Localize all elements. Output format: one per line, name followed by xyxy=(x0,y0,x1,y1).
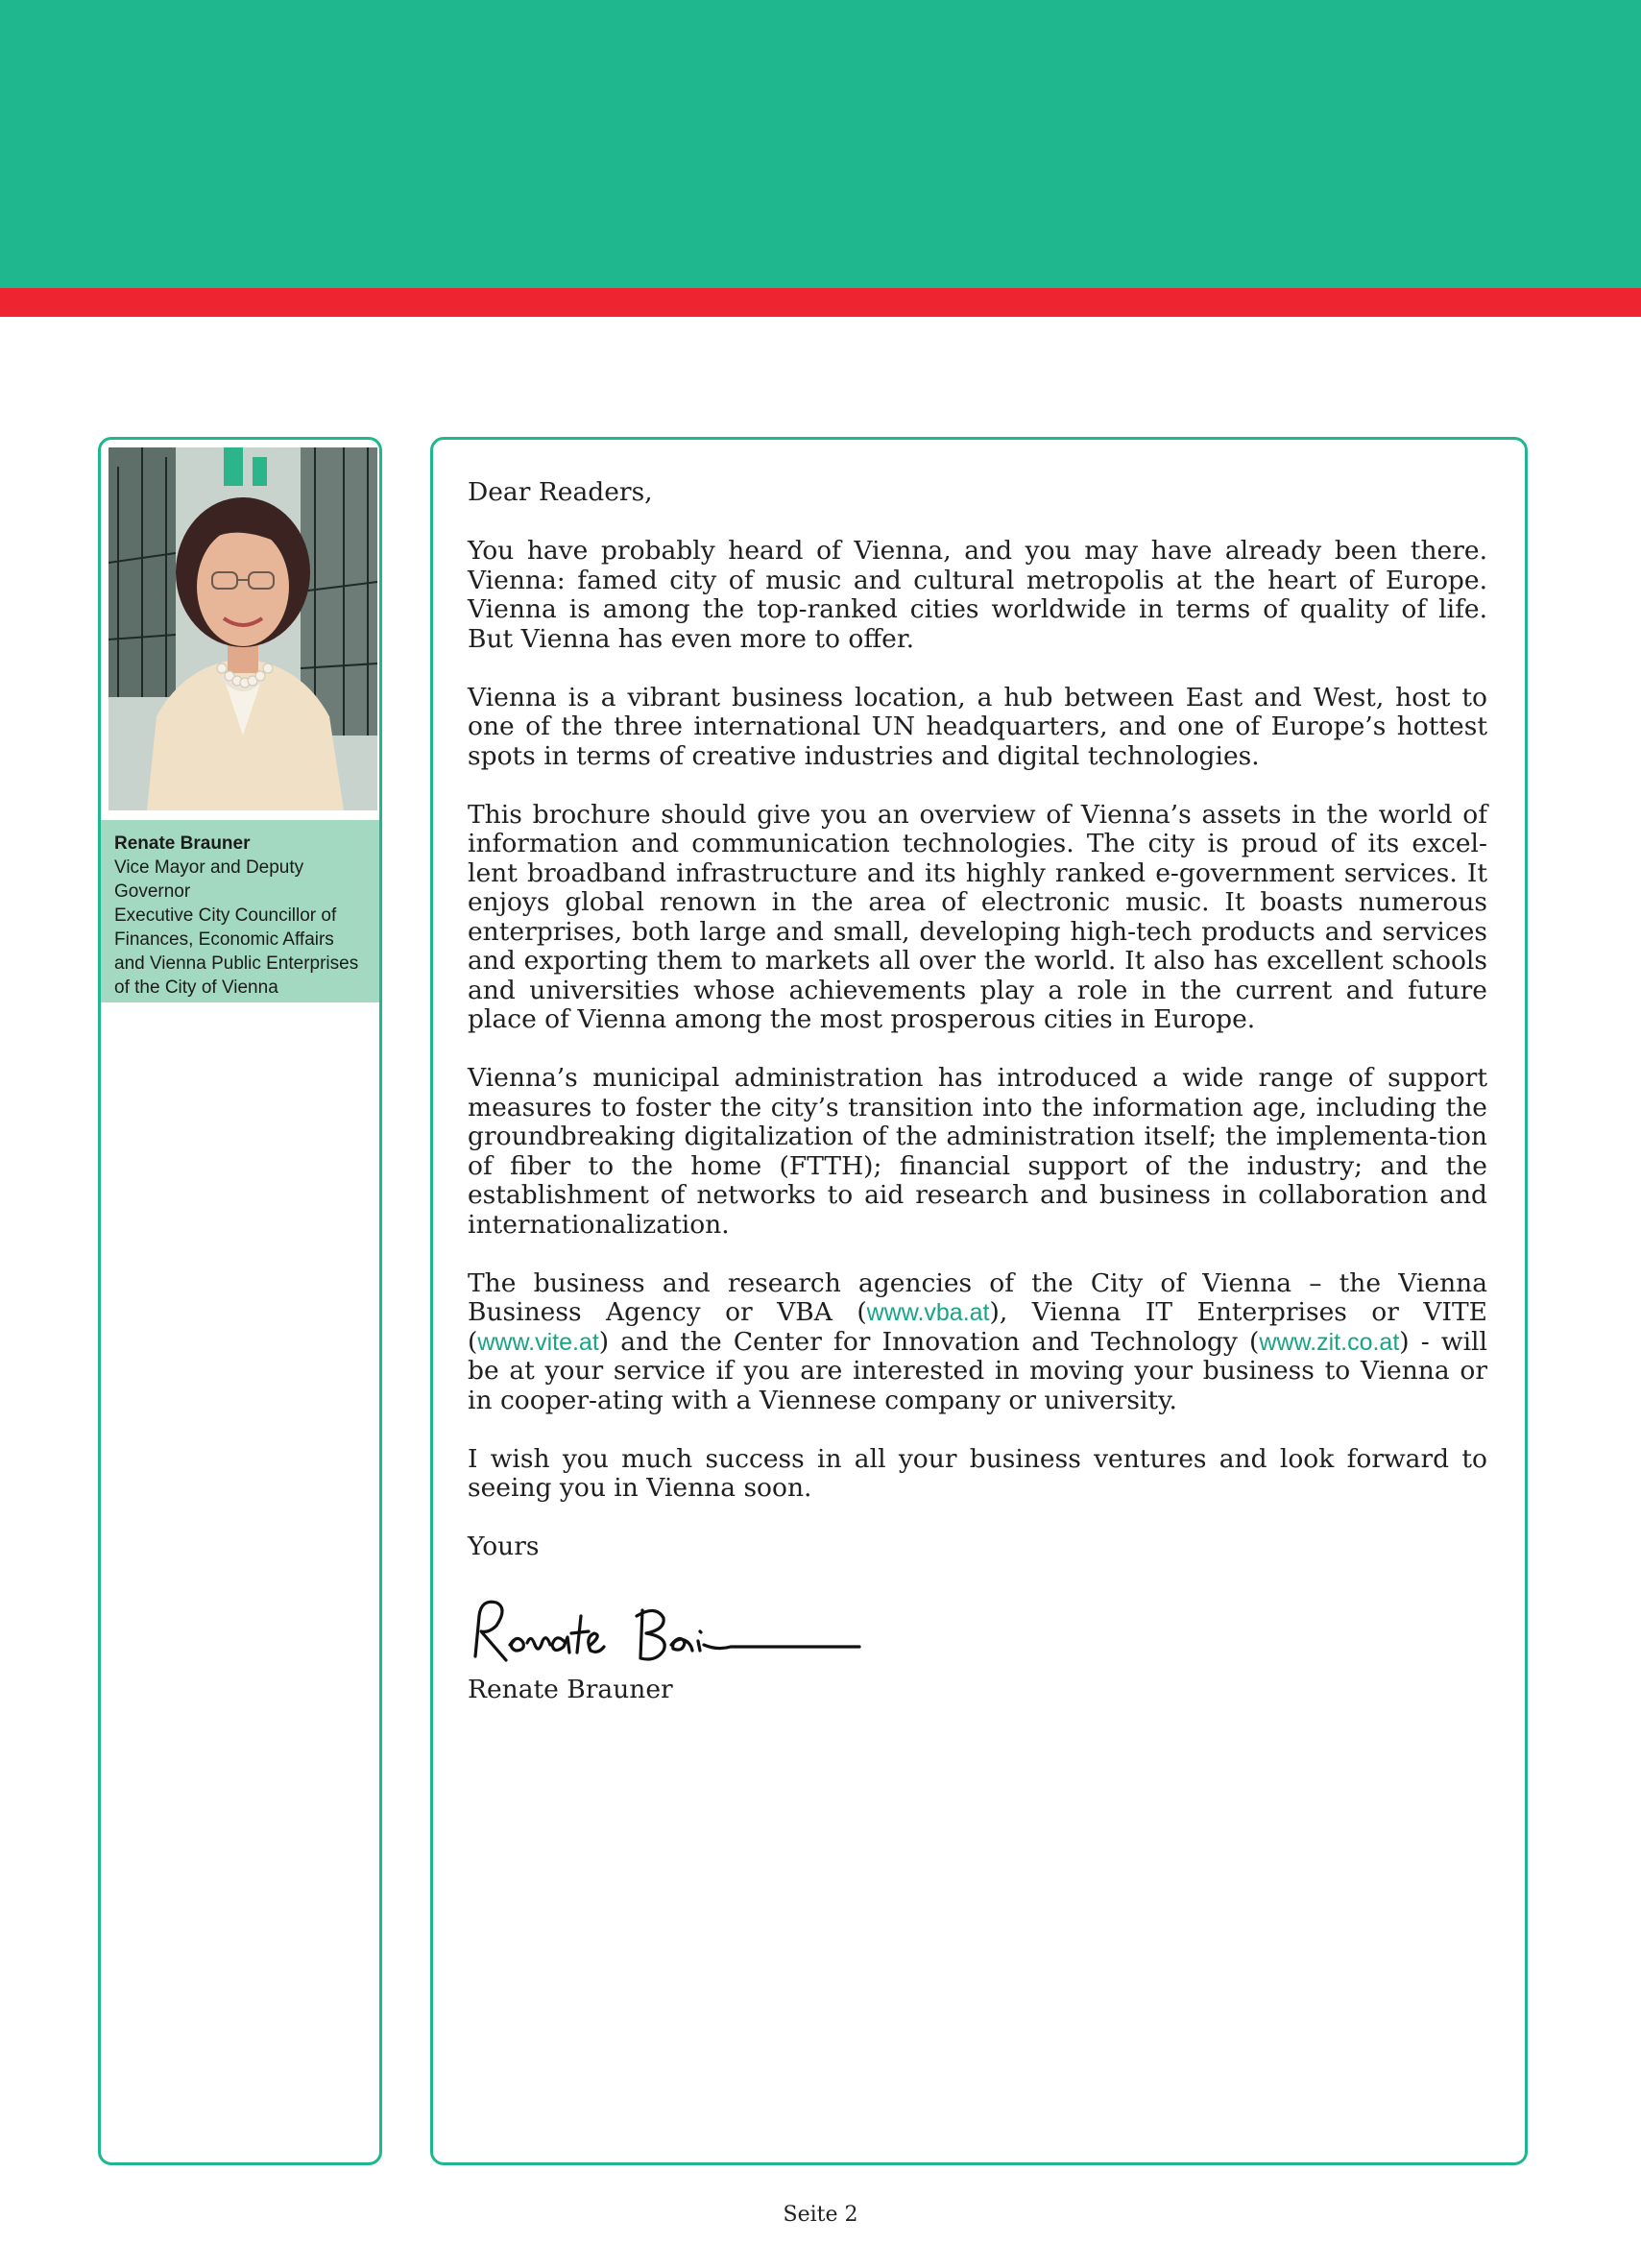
paragraph-intro: You have probably heard of Vienna, and you may have already been there. Vienna: famed city of music and cultural metropolis at the heart of Europe. Vienna is among the top-ranked cities worldwide in terms of quality of life. But Vienna has even more to offer. xyxy=(468,536,1487,654)
profile-title-line: Vice Mayor and Deputy xyxy=(114,857,304,878)
profile-title-line: Finances, Economic Affairs xyxy=(114,929,334,950)
closing: Yours xyxy=(468,1532,540,1561)
signer-name: Renate Brauner xyxy=(468,1675,673,1704)
profile-name: Renate Brauner xyxy=(114,833,251,854)
paragraph-administration: Vienna’s municipal administration has introduced a wide range of support measures to foster the city’s transition into the information age, including the groundbreaking digitalization of the administration itself; the implementa-tion of fiber to the home (FTTH); financial support of the industry; and the establishment of networks to aid research and business in collaboration and internationalization. xyxy=(468,1063,1487,1240)
paragraph-agencies xyxy=(468,1269,1487,1416)
signature-image xyxy=(468,1587,871,1676)
paragraph-brochure-overview: This brochure should give you an overview of Vienna’s assets in the world of information and communication technologies. The city is proud of its excel-lent broadband infrastructure and its highly ranked e-government services. It enjoys global renown in the area of electronic music. It boasts numerous enterprises, both large and small, developing high-tech products and services and exporting them to markets all over the world. It also has excellent schools and universities whose achievements play a role in the current and future place of Vienna among the most prosperous cities in Europe. xyxy=(468,799,1487,1034)
zit-link[interactable]: www.zit.co.at xyxy=(1259,1328,1400,1356)
profile-title-line: of the City of Vienna xyxy=(114,977,278,998)
profile-title-line: and Vienna Public Enterprises xyxy=(114,953,359,974)
profile-title-line: Governor xyxy=(114,881,191,902)
agencies-text: ) - will be at your service if you are interested in moving your business to Vienna or in cooper-ating with a Viennese company or university. xyxy=(468,1326,1488,1415)
agencies-text: ) and the Center for Innovation and Technology ( xyxy=(598,1326,1260,1357)
profile-caption xyxy=(101,820,379,1002)
letter-body xyxy=(468,478,1487,1734)
vba-link[interactable]: www.vba.at xyxy=(866,1299,990,1326)
paragraph-closing-wish: I wish you much success in all your business ventures and look forward to seeing you in Vienna soon. xyxy=(468,1443,1487,1503)
paragraph-business-location: Vienna is a vibrant business location, a hub between East and West, host to one of the three international UN headquarters, and one of Europe’s hottest spots in terms of creative industries and digital technologies. xyxy=(468,682,1487,771)
portrait-photo xyxy=(109,447,377,810)
page-number: Seite 2 xyxy=(783,2203,858,2227)
salutation: Dear Readers, xyxy=(468,477,653,507)
agencies-text: The business and research agencies of the City of Vienna – the Vienna Business Agency or VBA ( xyxy=(468,1267,1487,1327)
profile-panel xyxy=(98,437,382,2165)
agencies-text: ), Vienna IT Enterprises or VITE ( xyxy=(468,1297,1487,1357)
portrait-illustration xyxy=(109,447,377,810)
header-stripe xyxy=(0,288,1641,317)
vite-link[interactable]: www.vite.at xyxy=(477,1328,599,1356)
profile-title-line: Executive City Councillor of xyxy=(114,905,337,926)
header-band xyxy=(0,0,1641,288)
